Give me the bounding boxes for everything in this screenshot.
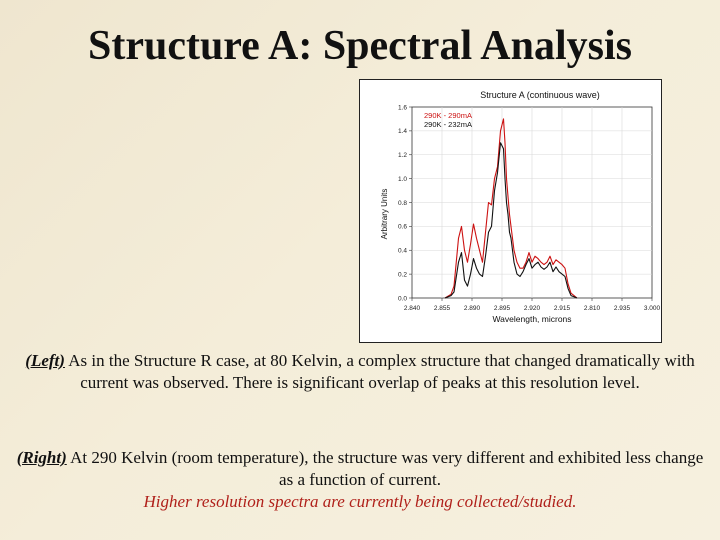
- left-caption-lead: (Left): [25, 351, 65, 370]
- x-tick-label: 2.915: [553, 305, 571, 312]
- x-tick-label: 2.935: [613, 305, 631, 312]
- spectrum-chart: [359, 79, 662, 343]
- y-axis-label: Arbitrary Units: [380, 188, 389, 240]
- left-caption: [15, 350, 705, 394]
- chart-canvas: [360, 80, 661, 342]
- right-caption-note: Higher resolution spectra are currently being collected/studied.: [143, 492, 577, 511]
- left-caption-text: As in the Structure R case, at 80 Kelvin, a complex structure that changed dramatically with current was observed. There is significant overlap of peaks at this resolution level.: [64, 351, 695, 392]
- x-tick-label: 3.000: [643, 305, 661, 312]
- x-tick-label: 2.890: [463, 305, 481, 312]
- slide-title: Structure A: Spectral Analysis: [87, 23, 633, 69]
- x-tick-label: 2.840: [403, 305, 421, 312]
- x-tick-label: 2.895: [493, 305, 511, 312]
- right-caption-text: At 290 Kelvin (room temperature), the structure was very different and exhibited less change as a function of current.: [66, 448, 704, 489]
- x-tick-label: 2.920: [523, 305, 541, 312]
- y-tick-label: 1.2: [397, 152, 407, 160]
- y-tick-label: 1.4: [397, 128, 407, 136]
- y-tick-label: 0.2: [397, 271, 407, 279]
- y-tick-label: 1.0: [397, 175, 407, 183]
- right-caption: [15, 447, 705, 513]
- chart-title: Structure A (continuous wave): [480, 90, 600, 100]
- x-tick-label: 2.855: [433, 305, 451, 312]
- chart-grid: [412, 107, 652, 298]
- y-tick-label: 1.6: [397, 104, 407, 112]
- y-tick-label: 0.4: [397, 247, 407, 255]
- y-tick-label: 0.0: [397, 295, 407, 303]
- x-axis-label: Wavelength, microns: [492, 314, 572, 324]
- chart-legend: [424, 111, 472, 129]
- legend-entry-1: 290K - 290mA: [424, 111, 472, 120]
- y-tick-label: 0.8: [397, 199, 407, 207]
- legend-entry-2: 290K - 232mA: [424, 120, 472, 129]
- x-tick-label: 2.810: [583, 305, 601, 312]
- y-tick-label: 0.6: [397, 223, 407, 231]
- right-caption-lead: (Right): [16, 448, 67, 467]
